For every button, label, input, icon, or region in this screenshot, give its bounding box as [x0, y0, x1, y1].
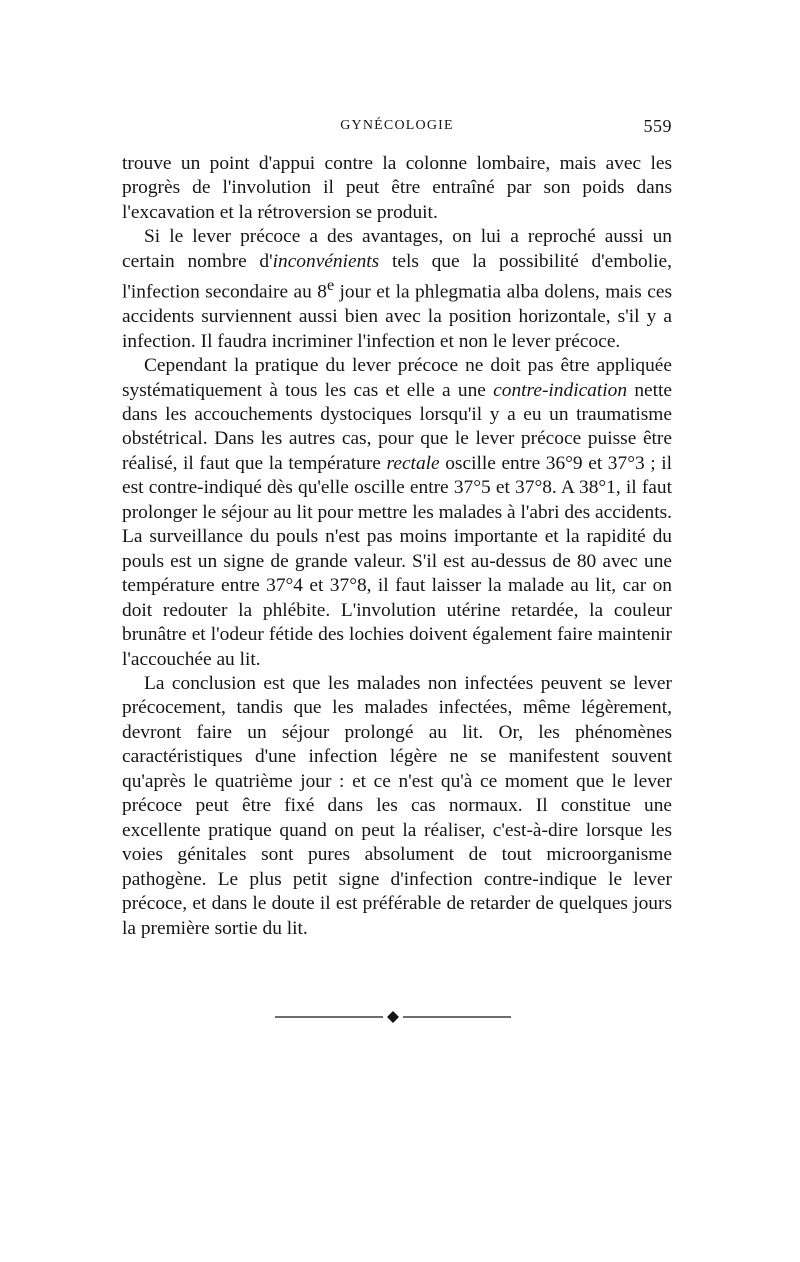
paragraph-text: tels que la possibilité d'embolie, l'infection secondaire au 8	[122, 250, 672, 303]
italic-term: contre-indication	[493, 379, 628, 401]
superscript: e	[326, 277, 335, 295]
paragraph-3	[122, 354, 672, 672]
paragraph-text: trouve un point d'appui contre la colonne lombaire, mais avec les progrès de l'involution il peut être entraîné par son poids dans l'excavation et la rétroversion se produit.	[122, 153, 672, 223]
running-head	[122, 118, 672, 140]
paragraph-text: La conclusion est que les malades non infectées peuvent se lever précocement, tandis que les malades infectées, même légèrement, devront faire un séjour prolongé au lit. Or, les phénomènes caractéristiques d'une infection légère ne se manifestent souvent qu'après le quatrième jour : et ce n'est qu'à ce moment que le lever précoce peut être fixé dans les cas normaux. Il constitue une excellente pratique quand on peut la réaliser, c'est-à-dire lorsque les voies génitales sont pures absolument de tout microorganisme pathogène. Le plus petit signe d'infection contre-indique le lever précoce, et dans le doute il est préférable de retarder de quelques jours la première sortie du lit.	[122, 672, 672, 939]
paragraph-text: oscille entre 36°9 et 37°3 ; il est contre-indiqué dès qu'elle oscille entre 37°5 et 37°8. A 38°1, il faut prolonger le séjour au lit pour mettre les malades à l'abri des accidents. La surveillance du pouls n'est pas moins importante et la rapidité du pouls est un signe de grande valeur. S'il est au-dessus de 80 avec une température entre 37°4 et 37°8, il faut laisser la malade au lit, car on doit redouter la phlébite. L'involution utérine retardée, la couleur brunâtre et l'odeur fétide des lochies doivent également faire maintenir l'accouchée au lit.	[122, 452, 673, 670]
paragraph-text: jour et la phlegmatia alba dolens, mais ces accidents surviennent aussi bien avec la position horizontale, s'il y a infection. Il faudra incriminer l'infection et non le lever précoce.	[122, 281, 672, 352]
end-ornament	[275, 1010, 511, 1024]
paragraph-2	[122, 225, 672, 354]
paragraph-4	[122, 672, 672, 941]
italic-term: rectale	[386, 452, 440, 474]
ornament-diamond	[387, 1011, 399, 1023]
running-title: GYNÉCOLOGIE	[340, 118, 454, 133]
body-text	[122, 152, 672, 941]
page-number: 559	[643, 116, 672, 136]
paragraph-text: Cependant la pratique du lever précoce ne doit pas être appliquée systématiquement à tous les cas et elle a une	[122, 355, 672, 401]
paragraph-text: Si le lever précoce a des avantages, on lui a reproché aussi un certain nombre d'	[122, 226, 672, 272]
paragraph-text: nette dans les accouchements dystociques lorsqu'il y a eu un traumatisme obstétrical. Dans les autres cas, pour que le lever précoce puisse être réalisé, il faut que la température	[122, 379, 673, 474]
italic-term: inconvénients	[272, 250, 380, 272]
paragraph-1	[122, 152, 672, 225]
